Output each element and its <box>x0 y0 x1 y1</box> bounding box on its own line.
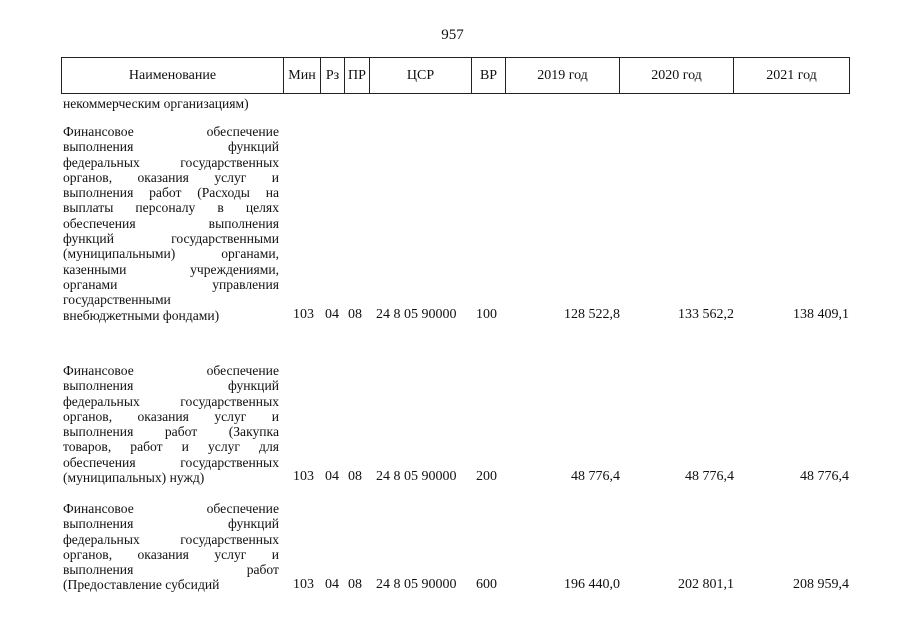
col-name-header: Наименование <box>62 58 284 94</box>
row-name-line: Финансовое обеспечение <box>63 124 279 139</box>
cell-rz: 04 <box>325 576 339 592</box>
continuation-text: некоммерческим организациям) <box>63 96 249 111</box>
col-pr-header: ПР <box>345 58 370 94</box>
row-name-line: органами управления <box>63 276 279 292</box>
row-name-line: выплаты персоналу в целях <box>63 200 279 216</box>
cell-vr: 200 <box>476 469 497 485</box>
cell-y2021: 208 959,4 <box>793 576 849 592</box>
row-name-line: выполнения работ <box>63 562 279 578</box>
row-name-line: государственными <box>63 292 171 308</box>
cell-pr: 08 <box>348 469 362 485</box>
row-name-line: (Предоставление субсидий <box>63 577 220 593</box>
row-name-line: федеральных государственных <box>63 154 279 170</box>
row-name-line: выполнения функций <box>63 139 279 155</box>
cell-min: 103 <box>293 469 314 485</box>
cell-pr: 08 <box>348 306 362 322</box>
row-name-line: функций государственными <box>63 231 279 247</box>
cell-min: 103 <box>293 576 314 592</box>
row-name-line: органов, оказания услуг и <box>63 408 279 424</box>
row-name-line: внебюджетными фондами) <box>63 307 220 323</box>
row-name-line: органов, оказания услуг и <box>63 169 279 185</box>
row-name-line: обеспечения государственных <box>63 454 279 470</box>
col-2019-header: 2019 год <box>506 58 620 94</box>
cell-y2019: 48 776,4 <box>571 469 620 485</box>
row-name-line: (муниципальными) органами, <box>63 246 279 262</box>
col-min-header: Мин <box>284 58 321 94</box>
row-name-line: выполнения работ (Закупка <box>63 424 279 440</box>
row-name-line: выполнения функций <box>63 378 279 394</box>
table-header <box>61 57 850 94</box>
row-name-line: обеспечения выполнения <box>63 215 279 231</box>
row-name-line: выполнения функций <box>63 516 279 532</box>
cell-csr: 24 8 05 90000 <box>376 469 457 485</box>
cell-y2021: 138 409,1 <box>793 306 849 322</box>
cell-y2020: 133 562,2 <box>678 306 734 322</box>
cell-csr: 24 8 05 90000 <box>376 306 457 322</box>
col-2021-header: 2021 год <box>734 58 850 94</box>
row-name-line: федеральных государственных <box>63 393 279 409</box>
cell-y2020: 48 776,4 <box>685 469 734 485</box>
cell-min: 103 <box>293 306 314 322</box>
cell-rz: 04 <box>325 469 339 485</box>
cell-y2021: 48 776,4 <box>800 469 849 485</box>
cell-vr: 100 <box>476 306 497 322</box>
row-name-line: (муниципальных) нужд) <box>63 470 205 486</box>
col-vr-header: ВР <box>472 58 506 94</box>
cell-csr: 24 8 05 90000 <box>376 576 457 592</box>
row-name-line: казенными учреждениями, <box>63 261 279 277</box>
cell-y2020: 202 801,1 <box>678 576 734 592</box>
row-name-line: федеральных государственных <box>63 531 279 547</box>
row-name <box>63 363 279 485</box>
row-name-line: выполнения работ (Расходы на <box>63 185 279 201</box>
row-name <box>63 124 279 323</box>
cell-rz: 04 <box>325 306 339 322</box>
row-name-line: Финансовое обеспечение <box>63 363 279 378</box>
row-name <box>63 501 279 593</box>
col-2020-header: 2020 год <box>620 58 734 94</box>
page-number: 957 <box>441 27 464 43</box>
cell-y2019: 128 522,8 <box>564 306 620 322</box>
cell-y2019: 196 440,0 <box>564 576 620 592</box>
cell-pr: 08 <box>348 576 362 592</box>
col-rz-header: Рз <box>321 58 345 94</box>
cell-vr: 600 <box>476 576 497 592</box>
row-name-line: Финансовое обеспечение <box>63 501 279 516</box>
row-name-line: органов, оказания услуг и <box>63 546 279 562</box>
col-csr-header: ЦСР <box>370 58 472 94</box>
row-name-line: товаров, работ и услуг для <box>63 439 279 455</box>
